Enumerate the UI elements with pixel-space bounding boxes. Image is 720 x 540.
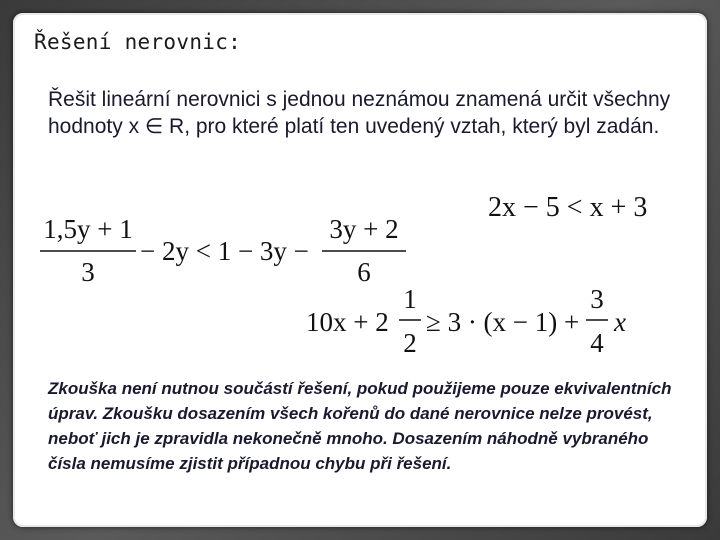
eq3-frac1-numerator: 1 [403, 284, 417, 314]
eq3-relation: ≥ 3 · (x − 1) + [426, 307, 580, 337]
note-paragraph: Zkouška není nutnou součástí řešení, pokud použijeme pouze ekvivalentních úprav. Zkoušku dosazením všech kořenů do dané nerovnice nelze provést, neboť jich je zpravidla nekonečně mnoho. Dosazením náhodně vybraného čísla nemusíme zjistit případnou chybu při řešení. [48, 379, 672, 473]
eq2-frac1-numerator: 1,5y + 1 [43, 214, 133, 244]
slide-title: Řešení nerovnic: [34, 30, 242, 54]
eq3-frac2-denominator: 4 [590, 328, 604, 358]
eq3-lead: 10x + 2 [306, 307, 389, 337]
equation-2 [36, 208, 416, 288]
equation-1 [486, 188, 676, 228]
eq2-middle: − 2y < 1 − 3y − [140, 236, 309, 266]
equation-3 [306, 284, 636, 364]
eq2-frac2-denominator: 6 [357, 257, 371, 287]
eq2-frac1-denominator: 3 [81, 257, 95, 287]
eq3-frac1-denominator: 2 [403, 328, 417, 358]
eq3-frac2-numerator: 3 [590, 284, 604, 314]
equation-1-text: 2x − 5 < x + 3 [488, 192, 648, 223]
intro-paragraph: Řešit lineární nerovnici s jednou neznámou znamená určit všechny hodnoty x ∈ R, pro které platí ten uvedený vztah, který byl zadán. [48, 88, 671, 138]
eq2-frac2-numerator: 3y + 2 [329, 214, 399, 244]
eq3-tail: x [614, 307, 626, 337]
